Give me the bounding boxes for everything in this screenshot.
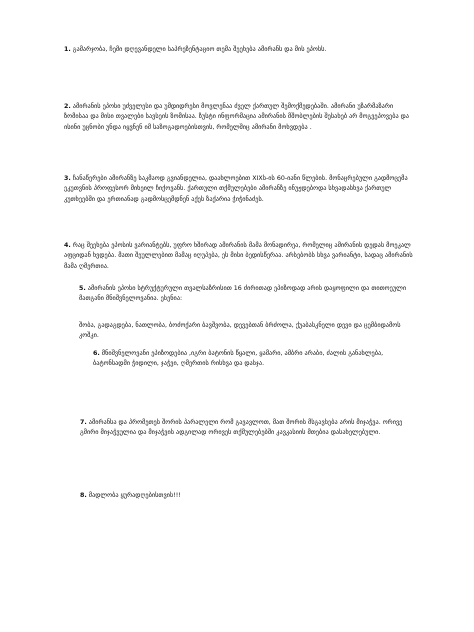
- paragraph-number: 1.: [64, 46, 71, 53]
- paragraph-text: რაც შეეხება ეპოსის ვარიანტებს, უფრო ხშირად ამირანის მამა მონადირეა, რომელიც ამირანის დედას მოეკალ აფციდან ხვდება. მათი შეულლებით მამაც იღუპება, ეს მისი ბედისწერაა. არსებობს სხვა ვარიანტი, სადაც ამირანის მამა ღმერთია.: [64, 242, 413, 270]
- paragraph-1: [64, 45, 414, 55]
- paragraph-number: 3.: [64, 175, 71, 182]
- paragraph-number: 4.: [64, 242, 71, 249]
- paragraph-text: მადლობა ყურადღებისთვის!!!: [86, 492, 181, 499]
- paragraph-text: ამირანის ეპოსი უძველესი და უმდიდრესი მოვლენაა ძველ ქართულ შემოქმედებაში. ამირანი უზარმაზარი ზომისაა და მისი თვალები სავსეის ზომისაა. ზუსტი ინფორმაცია ამირანის მშობლების შესახებ არ მოგვეპოვება და ისინი უცნობი უნდა იყვნენ იმ საზოგადოებისთვის, რომელშიც ამირანი მოხვდება .: [64, 103, 410, 131]
- paragraph-text: გამარჯობა, ჩემი დღევანდელი საპრეზენტაციო თემა შეეხება ამირანს და მის ეპოსს.: [70, 46, 327, 53]
- paragraph-text: მნიშვნელოვანი ეპიზოდებია ,იგრი ბატონის წყალი, ყამარი, ამბრი არაბი, ძალის განახლება, ბატონსადმი ჭიდილი, ჯაჭვი, ღმერთის რისხვა და დასჯა.: [93, 350, 384, 368]
- paragraph-number: 5.: [79, 285, 86, 292]
- paragraph-number: 2.: [64, 103, 71, 110]
- paragraph-5-list: [79, 321, 414, 342]
- paragraph-text: ჩანაწერები ამირანზე საკმაოდ გვიანდელია, დაახლოებით XIXს-ის 60-იანი წლების. მონაცრებული გადმოცემა ეკუთვნის პროფესორ მიხეილ ჩიქოვანს. ქართული თქმულებები ამირანზე ინუჟდებოდა სხვადასხვა ქართულ კუთხეებში და ერთიანად გადმოსცემდნენ აქეს ზაქარია ჭიჭინაძეს.: [64, 175, 408, 203]
- paragraph-number: 6.: [93, 350, 100, 357]
- paragraph-6: [93, 349, 415, 370]
- paragraph-number: 8.: [80, 492, 87, 499]
- paragraph-3: [64, 174, 414, 205]
- paragraph-number: 7.: [80, 419, 87, 426]
- paragraph-7: [80, 418, 412, 439]
- paragraph-text: ამირანის ეპოსი სტრუქტურული თვალსაზრისით 16 ძირითად ეპიზოდად არის დაყოფილი და თითოეული მათგანი მნიშვნელოვანია. ესენია:: [79, 285, 407, 303]
- paragraph-5: [79, 284, 414, 305]
- paragraph-2: [64, 102, 412, 133]
- paragraph-text: ამირანსა და პრომეთეს შორის პარალელი რომ გავავლოთ, მათ შორის მსგავსება არის მიჯაჭვა. ორივე გმირი მიჯაჭვულია და მიჯაჭვის ადგილად ორივეს თქმულებებში კავკასიის მთებია დასახელებული.: [80, 419, 403, 437]
- paragraph-4: [64, 241, 416, 272]
- paragraph-text: შობა, გადაგდება, ნათლობა, ბოძოქარი ბავშვობა, დევებთან ბრძოლა, ქუაბასკნელი დევი და ცემბიდამოს კოშკი.: [79, 322, 401, 340]
- paragraph-8: [80, 491, 320, 501]
